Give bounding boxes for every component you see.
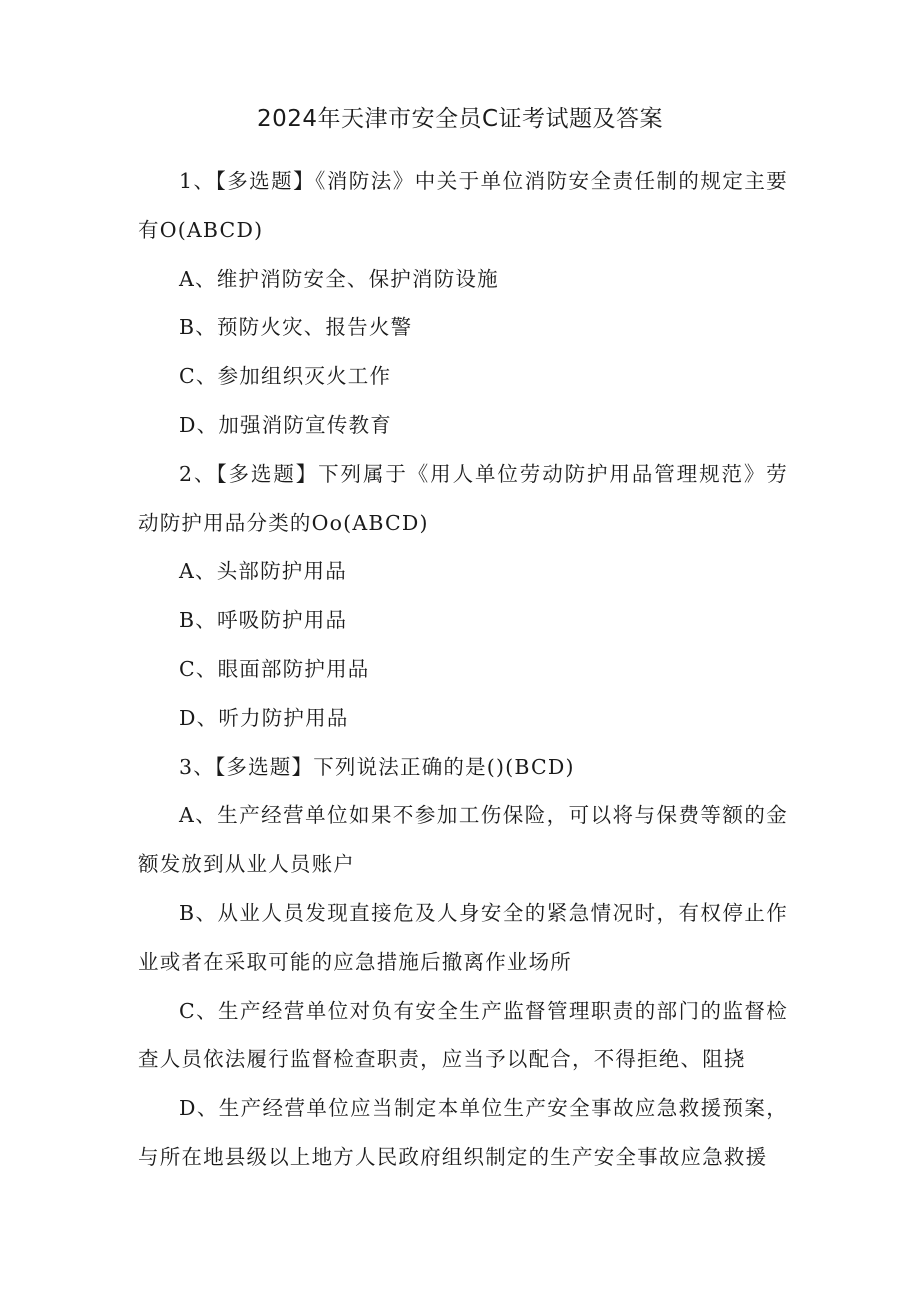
question-2-option-b: B、呼吸防护用品 <box>179 608 348 633</box>
question-2: 2、【多选题】下列属于《用人单位劳动防护用品管理规范》劳动防护用品分类的Oo(ABCD) <box>138 461 788 535</box>
question-1-option-c: C、参加组织灭火工作 <box>179 364 392 389</box>
document-title: 2024年天津市安全员C证考试题及答案 <box>256 106 664 132</box>
question-2-option-d: D、听力防护用品 <box>179 705 349 730</box>
question-1-option-a: A、维护消防安全、保护消防设施 <box>179 266 499 291</box>
question-1-option-d: D、加强消防宣传教育 <box>179 412 392 437</box>
question-3-option-c: C、生产经营单位对负有安全生产监督管理职责的部门的监督检查人员依法履行监督检查职责，应当予以配合，不得拒绝、阻挠 <box>138 998 788 1072</box>
question-2-option-c: C、眼面部防护用品 <box>179 656 370 681</box>
question-3-option-b: B、从业人员发现直接危及人身安全的紧急情况时，有权停止作业或者在采取可能的应急措施后撤离作业场所 <box>138 900 788 974</box>
question-3: 3、【多选题】下列说法正确的是()(BCD) <box>179 754 575 779</box>
question-3-option-a: A、生产经营单位如果不参加工伤保险，可以将与保费等额的金额发放到从业人员账户 <box>138 803 788 877</box>
question-1: 1、【多选题】《消防法》中关于单位消防安全责任制的规定主要有O(ABCD) <box>138 169 788 242</box>
question-3-option-d: D、生产经营单位应当制定本单位生产安全事故应急救援预案，与所在地县级以上地方人民政府组织制定的生产安全事故应急救援 <box>138 1096 788 1169</box>
document-body <box>138 157 788 1182</box>
question-2-option-a: A、头部防护用品 <box>179 559 347 584</box>
question-1-option-b: B、预防火灾、报告火警 <box>179 315 413 340</box>
